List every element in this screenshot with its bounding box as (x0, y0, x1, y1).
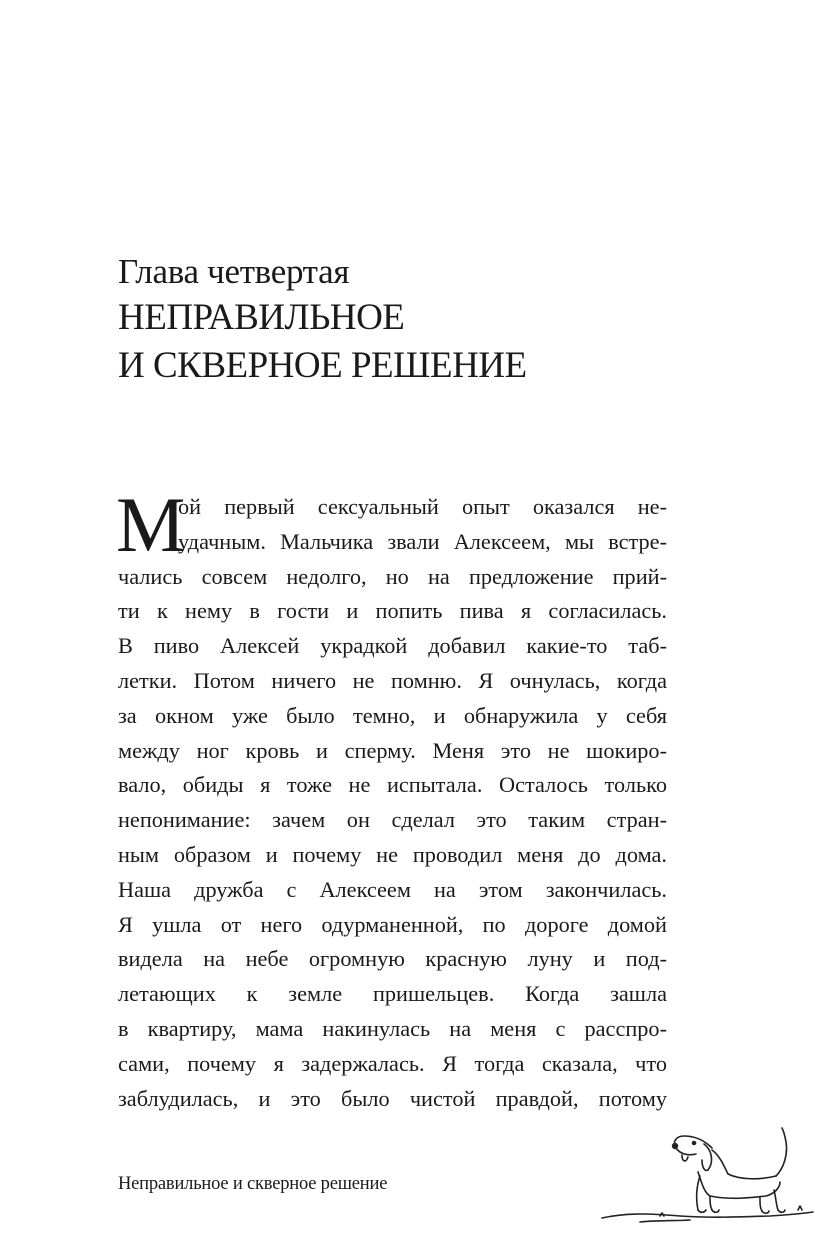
chapter-heading (118, 250, 718, 390)
text-line: Наша дружба с Алексеем на этом закончилась. (118, 876, 667, 902)
chapter-number: Глава четвертая (118, 252, 350, 291)
text-line: ным образом и почему не проводил меня до дома. (118, 841, 667, 867)
text-line: между ног кровь и сперму. Меня это не шокиро- (118, 737, 667, 763)
body-text (116, 481, 667, 1116)
text-line: Я ушла от него одурманенной, по дороге домой (118, 911, 667, 937)
text-line: вало, обиды я тоже не испытала. Осталось только (118, 772, 667, 798)
chapter-title-line-2: И СКВЕРНОЕ РЕШЕНИЕ (118, 345, 527, 386)
drop-cap: М (116, 481, 186, 568)
text-line: чались совсем недолго, но на предложение прий- (118, 563, 667, 589)
text-line: летки. Потом ничего не помню. Я очнулась, когда (118, 667, 667, 693)
text-line: ти к нему в гости и попить пива я согласилась. (118, 598, 667, 624)
dachshund-illustration (600, 1110, 815, 1252)
text-line: сами, почему я задержалась. Я тогда сказала, что (118, 1050, 667, 1076)
text-line: в квартиру, мама накинулась на меня с расспро- (118, 1015, 667, 1041)
text-line: непонимание: зачем он сделал это таким стран- (118, 807, 667, 833)
text-line: В пиво Алексей украдкой добавил какие-то таб- (118, 633, 667, 659)
text-line: видела на небе огромную красную луну и под- (118, 946, 667, 972)
text-line: заблудилась, и это было чистой правдой, потому (118, 1085, 667, 1111)
text-line: удачным. Мальчика звали Алексеем, мы встре- (178, 528, 667, 554)
text-line: летающих к земле пришельцев. Когда зашла (118, 981, 667, 1007)
text-line: за окном уже было темно, и обнаружила у себя (118, 702, 667, 728)
text-line: ой первый сексуальный опыт оказался не- (178, 494, 667, 519)
running-footer: Неправильное и скверное решение (118, 1174, 388, 1194)
chapter-title-line-1: НЕПРАВИЛЬНОЕ (118, 297, 405, 338)
